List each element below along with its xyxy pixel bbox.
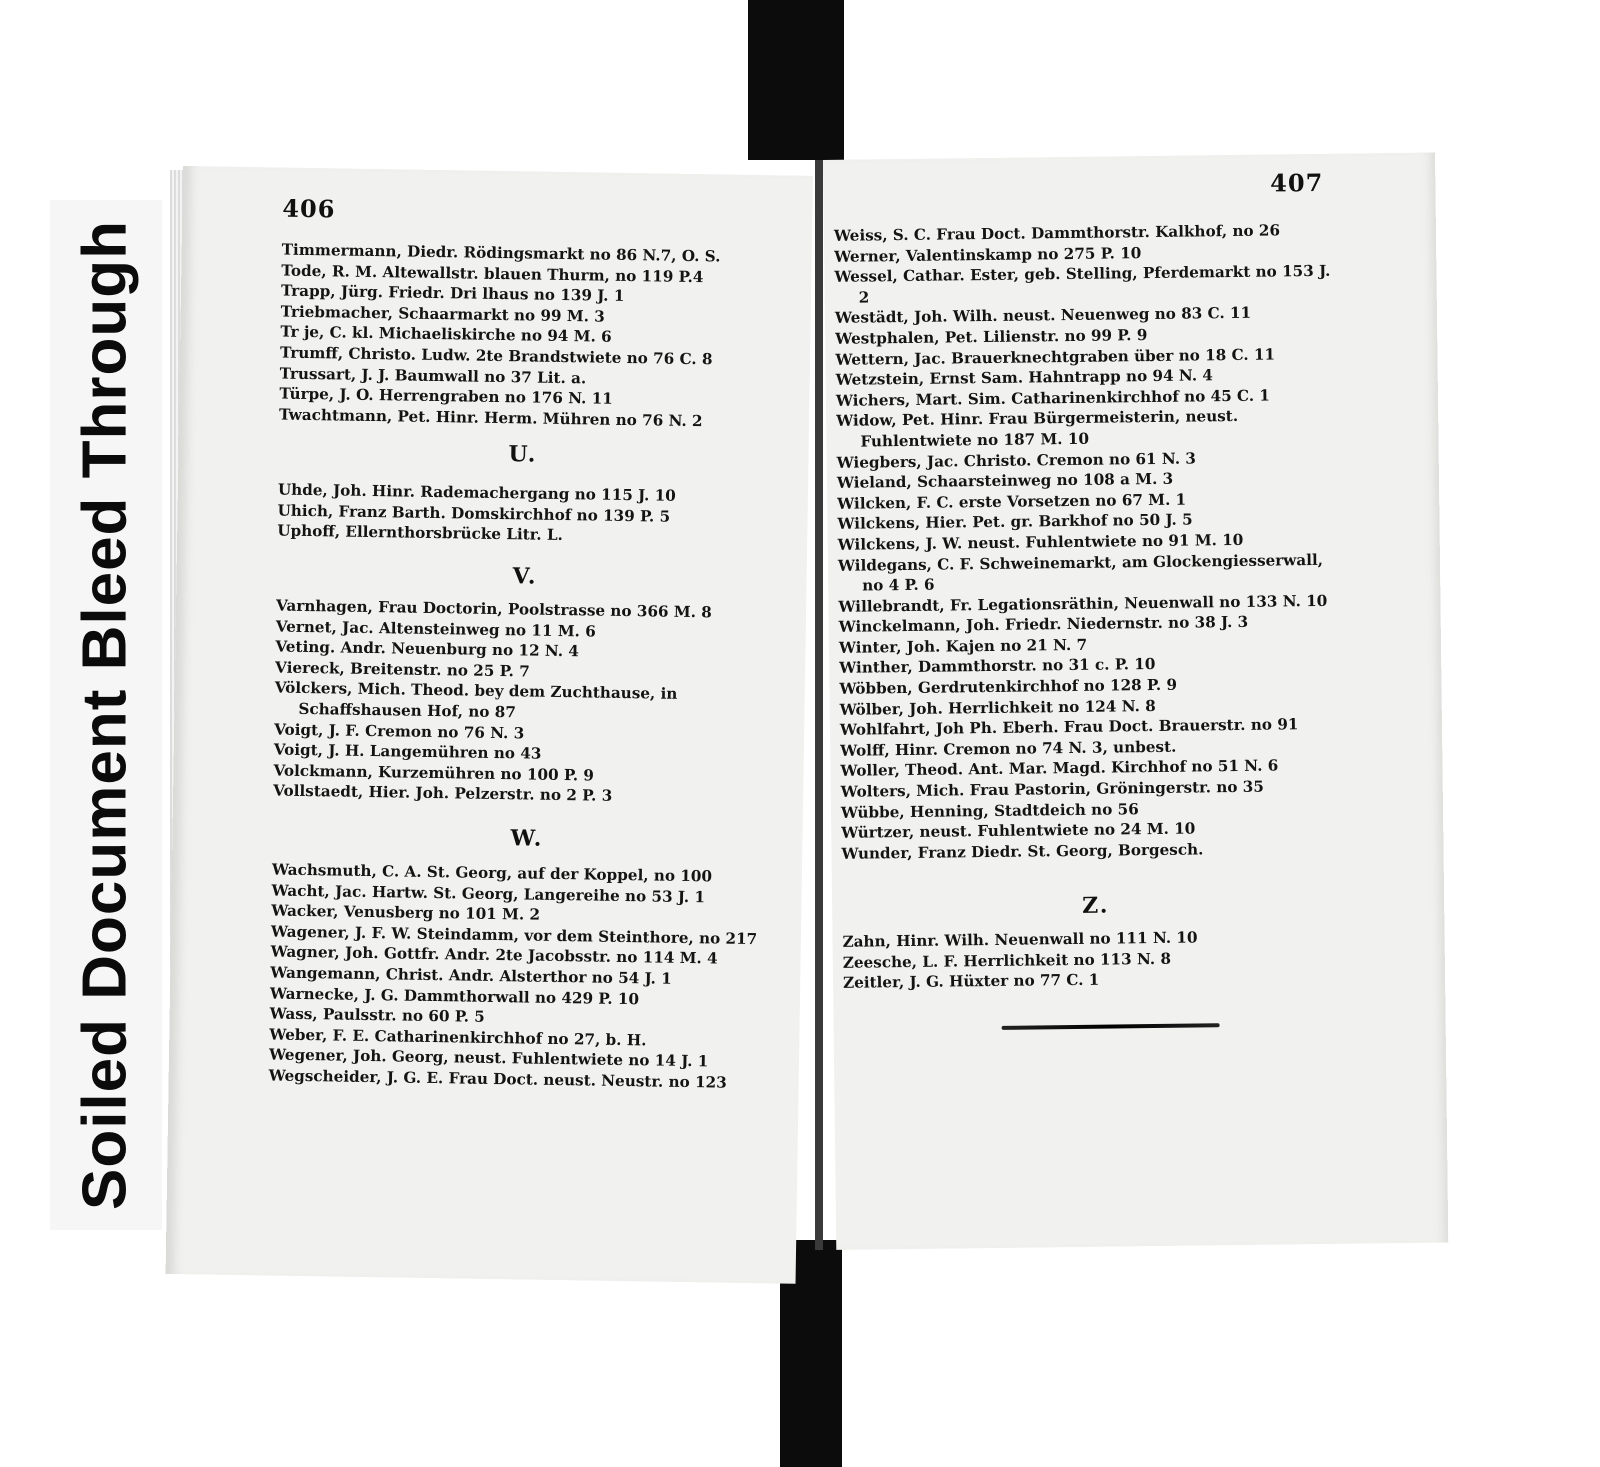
directory-entry: Vollstaedt, Hier. Joh. Pelzerstr. no 2 P. 3 bbox=[273, 781, 613, 806]
section-letter-z: Z. bbox=[1081, 892, 1110, 919]
section-letter-u: U. bbox=[508, 441, 538, 468]
side-label: Soiled Document Bleed Through bbox=[70, 219, 140, 1211]
directory-entry: Wölber, Joh. Herrlichkeit no 124 N. 8 bbox=[839, 696, 1156, 719]
directory-entry: Woller, Theod. Ant. Mar. Magd. Kirchhof no 51 N. 6 bbox=[840, 756, 1279, 781]
section-letter-w: W. bbox=[510, 825, 544, 852]
directory-entry: Veting. Andr. Neuenburg no 12 N. 4 bbox=[275, 637, 580, 661]
directory-entry: Volckmann, Kurzemühren no 100 P. 9 bbox=[273, 761, 595, 785]
entry-list-w-cont bbox=[834, 220, 1342, 864]
directory-entry: Widow, Pet. Hinr. Frau Bürgermeisterin, neust. Fuhlentwiete no 187 M. 10 bbox=[836, 407, 1239, 451]
right-page bbox=[823, 153, 1448, 1250]
directory-entry: Willebrandt, Fr. Legationsräthin, Neuenwall no 133 N. 10 bbox=[838, 591, 1328, 616]
binding-strip-top bbox=[748, 0, 844, 160]
directory-entry: Uhich, Franz Barth. Domskirchhof no 139 P. 5 bbox=[277, 501, 671, 526]
directory-entry: Wichers, Mart. Sim. Catharinenkirchhof no 45 C. 1 bbox=[835, 386, 1271, 410]
entry-list-t bbox=[279, 240, 802, 433]
directory-entry: Wolters, Mich. Frau Pastorin, Gröningerstr. no 35 bbox=[840, 777, 1264, 801]
directory-entry: Trapp, Jürg. Friedr. Dri lhaus no 139 J. 1 bbox=[280, 281, 625, 306]
directory-entry: Wetzstein, Ernst Sam. Hahntrapp no 94 N. 4 bbox=[835, 366, 1214, 390]
directory-entry: Wilcken, F. C. erste Vorsetzen no 67 M. 1 bbox=[837, 490, 1187, 513]
directory-entry: Werner, Valentinskamp no 275 P. 10 bbox=[834, 243, 1142, 266]
directory-entry: Zeesche, L. F. Herrlichkeit no 113 N. 8 bbox=[842, 949, 1172, 972]
directory-entry: Wagener, J. F. W. Steindamm, vor dem Steinthore, no 217 bbox=[270, 922, 758, 948]
directory-entry: Wolff, Hinr. Cremon no 74 N. 3, unbest. bbox=[840, 737, 1177, 760]
directory-entry: Wettern, Jac. Brauerknechtgraben über no 18 C. 11 bbox=[835, 345, 1276, 369]
section-letter-v: V. bbox=[512, 563, 538, 590]
directory-entry: Voigt, J. F. Cremon no 76 N. 3 bbox=[274, 720, 525, 742]
directory-entry: Trussart, J. J. Baumwall no 37 Lit. a. bbox=[279, 364, 587, 387]
directory-entry: Türpe, J. O. Herrengraben no 176 N. 11 bbox=[279, 384, 613, 408]
directory-entry: Wegscheider, J. G. E. Frau Doct. neust. Neustr. no 123 bbox=[268, 1066, 727, 1092]
directory-entry: Wiegbers, Jac. Christo. Cremon no 61 N. 3 bbox=[836, 448, 1196, 472]
entry-list-w bbox=[269, 859, 792, 1094]
directory-entry: Trumff, Christo. Ludw. 2te Brandstwiete no 76 C. 8 bbox=[279, 343, 713, 369]
directory-entry: Wunder, Franz Diedr. St. Georg, Borgesch. bbox=[841, 840, 1204, 863]
directory-entry: Winther, Dammthorstr. no 31 c. P. 10 bbox=[839, 655, 1156, 678]
directory-entry: Westphalen, Pet. Lilienstr. no 99 P. 9 bbox=[835, 326, 1148, 348]
directory-entry: Zeitler, J. G. Hüxter no 77 C. 1 bbox=[842, 970, 1100, 993]
entry-list-z bbox=[842, 926, 1343, 994]
end-rule bbox=[1002, 1023, 1220, 1030]
left-page bbox=[166, 166, 813, 1284]
directory-entry: Wangemann, Christ. Andr. Alsterthor no 54 J. 1 bbox=[270, 963, 672, 988]
directory-entry: Wessel, Cathar. Ester, geb. Stelling, Pferdemarkt no 153 J. 2 bbox=[834, 261, 1331, 307]
directory-entry: Triebmacher, Schaarmarkt no 99 M. 3 bbox=[280, 302, 605, 326]
directory-entry: Winckelmann, Joh. Friedr. Niedernstr. no 38 J. 3 bbox=[838, 613, 1249, 637]
directory-entry: Würtzer, neust. Fuhlentwiete no 24 M. 10 bbox=[841, 819, 1196, 843]
directory-entry: Uhde, Joh. Hinr. Rademachergang no 115 J. 10 bbox=[277, 480, 676, 505]
directory-entry: Weber, F. E. Catharinenkirchhof no 27, b. H. bbox=[269, 1025, 647, 1050]
directory-entry: Wegener, Joh. Georg, neust. Fuhlentwiete no 14 J. 1 bbox=[268, 1045, 709, 1071]
directory-entry: Tr je, C. kl. Michaeliskirche no 94 M. 6 bbox=[280, 322, 612, 347]
directory-entry: Wilckens, J. W. neust. Fuhlentwiete no 91 M. 10 bbox=[837, 530, 1244, 554]
directory-entry: Warnecke, J. G. Dammthorwall no 429 P. 10 bbox=[269, 984, 640, 1008]
directory-entry: Voigt, J. H. Langemühren no 43 bbox=[273, 740, 542, 763]
directory-entry: Völckers, Mich. Theod. bey dem Zuchthause, in Schaffshausen Hof, no 87 bbox=[274, 678, 678, 722]
directory-entry: Tode, R. M. Altewallstr. blauen Thurm, no 119 P.4 bbox=[281, 261, 704, 286]
directory-entry: Weiss, S. C. Frau Doct. Dammthorstr. Kalkhof, no 26 bbox=[833, 221, 1281, 245]
directory-entry: Wacht, Jac. Hartw. St. Georg, Langereihe no 53 J. 1 bbox=[271, 881, 706, 906]
directory-entry: Westädt, Joh. Wilh. neust. Neuenweg no 83 C. 11 bbox=[834, 304, 1252, 328]
book-gutter bbox=[815, 160, 823, 1250]
directory-entry: Wohlfahrt, Joh Ph. Eberh. Frau Doct. Brauerstr. no 91 bbox=[839, 715, 1299, 740]
directory-entry: Wübbe, Henning, Stadtdeich no 56 bbox=[840, 799, 1139, 822]
directory-entry: Uphoff, Ellernthorsbrücke Litr. L. bbox=[277, 521, 564, 545]
directory-entry: Wagner, Joh. Gottfr. Andr. 2te Jacobsstr. no 114 M. 4 bbox=[270, 942, 718, 968]
entry-list-v bbox=[273, 596, 796, 810]
directory-entry: Wilckens, Hier. Pet. gr. Barkhof no 50 J. 5 bbox=[837, 510, 1193, 534]
entry-list-u bbox=[277, 480, 798, 550]
page-number-right: 407 bbox=[1270, 167, 1324, 198]
directory-entry: Wöbben, Gerdrutenkirchhof no 128 P. 9 bbox=[839, 675, 1178, 698]
directory-entry: Twachtmann, Pet. Hinr. Herm. Mühren no 76 N. 2 bbox=[278, 405, 703, 430]
directory-entry: Wachsmuth, C. A. St. Georg, auf der Koppel, no 100 bbox=[271, 860, 713, 886]
directory-entry: Winter, Joh. Kajen no 21 N. 7 bbox=[838, 635, 1088, 657]
directory-entry: Wildegans, C. F. Schweinemarkt, am Glockengiesserwall, no 4 P. 6 bbox=[837, 550, 1324, 595]
directory-entry: Zahn, Hinr. Wilh. Neuenwall no 111 N. 10 bbox=[842, 928, 1198, 951]
directory-entry: Wass, Paulsstr. no 60 P. 5 bbox=[269, 1004, 485, 1027]
directory-entry: Vernet, Jac. Altensteinweg no 11 M. 6 bbox=[275, 617, 596, 641]
directory-entry: Wieland, Schaarsteinweg no 108 a M. 3 bbox=[836, 469, 1174, 492]
directory-entry: Timmermann, Diedr. Rödingsmarkt no 86 N.7, O. S. bbox=[281, 240, 721, 266]
directory-entry: Varnhagen, Frau Doctorin, Poolstrasse no 366 M. 8 bbox=[275, 596, 712, 622]
page-number-left: 406 bbox=[282, 193, 336, 224]
directory-entry: Wacker, Venusberg no 101 M. 2 bbox=[271, 901, 541, 924]
directory-entry: Viereck, Breitenstr. no 25 P. 7 bbox=[274, 658, 530, 681]
